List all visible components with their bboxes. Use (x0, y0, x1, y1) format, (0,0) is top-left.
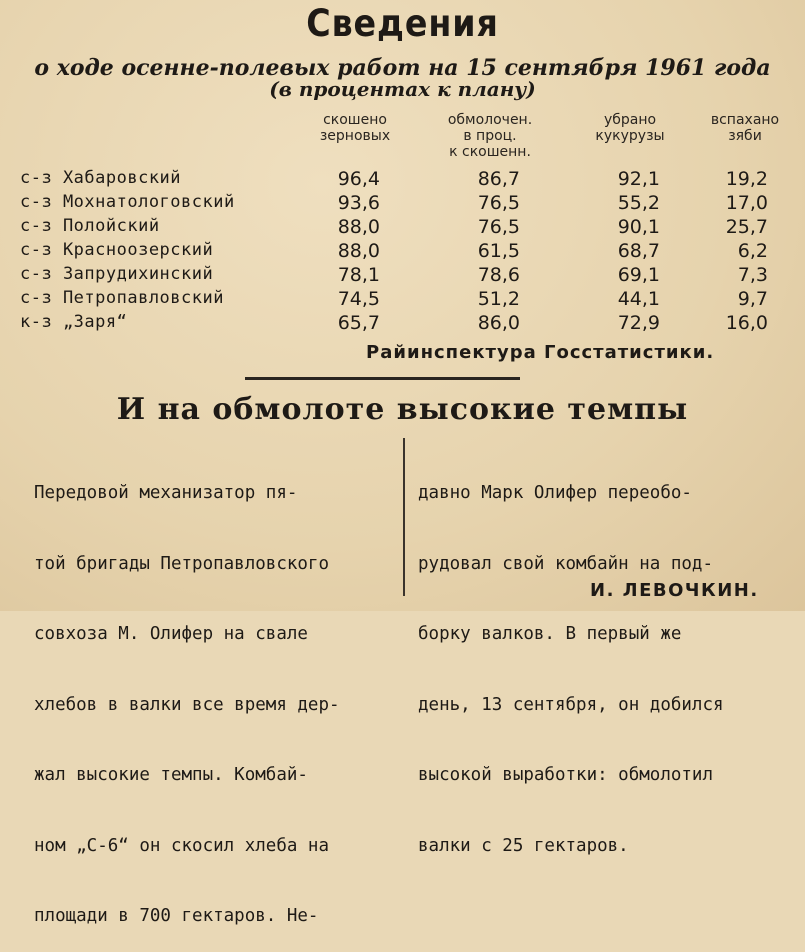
article-line: совхоза М. Олифер на свале (34, 624, 308, 644)
farm-name: с-з Полойский (20, 216, 160, 236)
article-line: давно Марк Олифер переобо- (418, 483, 692, 503)
cell-value: 65,7 (337, 312, 380, 334)
column-divider (403, 438, 405, 596)
column-header-grain-cut: скошено зерновых (319, 112, 391, 144)
cell-value: 88,0 (337, 216, 380, 238)
cell-value: 44,1 (617, 288, 660, 310)
cell-value: 92,1 (617, 168, 660, 190)
cell-value: 76,5 (477, 216, 520, 238)
table-row (0, 288, 805, 312)
report-units-note: (в процентах к плану) (269, 77, 536, 101)
article-line: жал высокие темпы. Комбай- (34, 765, 308, 785)
farm-name: к-з „Заря“ (20, 312, 128, 332)
farm-name: с-з Запрудихинский (20, 264, 214, 284)
article-line: рудовал свой комбайн на под- (418, 553, 714, 574)
report-title: Сведения (306, 2, 499, 45)
section-divider (245, 377, 520, 380)
cell-value: 55,2 (617, 192, 660, 214)
cell-value: 6,2 (737, 240, 768, 262)
cell-value: 78,1 (337, 264, 380, 286)
farm-name: с-з Мохнатологовский (20, 192, 235, 212)
cell-value: 88,0 (337, 240, 380, 262)
table-row (0, 312, 805, 336)
article-line: ном „С-6“ он скосил хлеба на (34, 835, 330, 856)
cell-value: 86,7 (477, 168, 520, 190)
table-row (0, 168, 805, 192)
article-line: той бригады Петропавловского (34, 553, 330, 574)
cell-value: 74,5 (337, 288, 380, 310)
cell-value: 69,1 (617, 264, 660, 286)
cell-value: 51,2 (477, 288, 520, 310)
cell-value: 16,0 (725, 312, 768, 334)
cell-value: 76,5 (477, 192, 520, 214)
article-line: площади в 700 гектаров. Не- (34, 906, 319, 926)
statistics-source: Райинспектура Госстатистики. (366, 342, 715, 363)
table-row (0, 192, 805, 216)
article-line: валки с 25 гектаров. (418, 835, 629, 856)
cell-value: 9,7 (737, 288, 768, 310)
cell-value: 19,2 (725, 168, 768, 190)
column-header-threshed: обмолочен. в проц. к скошенн. (447, 112, 533, 160)
article-headline: И на обмолоте высокие темпы (116, 392, 689, 427)
article-line: хлебов в валки все время дер- (34, 694, 340, 715)
cell-value: 86,0 (477, 312, 520, 334)
cell-value: 17,0 (725, 192, 768, 214)
article-column-right (418, 435, 724, 882)
cell-value: 78,6 (477, 264, 520, 286)
article-line: день, 13 сентября, он добился (418, 694, 724, 715)
farm-name: с-з Петропавловский (20, 288, 224, 308)
article-column-left (34, 435, 340, 952)
table-row (0, 264, 805, 288)
farm-name: с-з Красноозерский (20, 240, 214, 260)
cell-value: 68,7 (617, 240, 660, 262)
cell-value: 25,7 (725, 216, 768, 238)
column-header-corn-harvested: убрано кукурузы (595, 112, 665, 144)
cell-value: 93,6 (337, 192, 380, 214)
table-row (0, 216, 805, 240)
column-header-fall-plowed: вспахано зяби (710, 112, 780, 144)
article-author: И. ЛЕВОЧКИН. (590, 580, 759, 601)
cell-value: 61,5 (477, 240, 520, 262)
cell-value: 96,4 (337, 168, 380, 190)
table-row (0, 240, 805, 264)
farm-name: с-з Хабаровский (20, 168, 182, 188)
cell-value: 90,1 (617, 216, 660, 238)
article-line: высокой выработки: обмолотил (418, 765, 714, 785)
report-subtitle: о ходе осенне-полевых работ на 15 сентября 1961 года (34, 55, 771, 81)
cell-value: 7,3 (737, 264, 768, 286)
article-line: Передовой механизатор пя- (34, 483, 298, 503)
cell-value: 72,9 (617, 312, 660, 334)
article-line: борку валков. В первый же (418, 624, 682, 644)
